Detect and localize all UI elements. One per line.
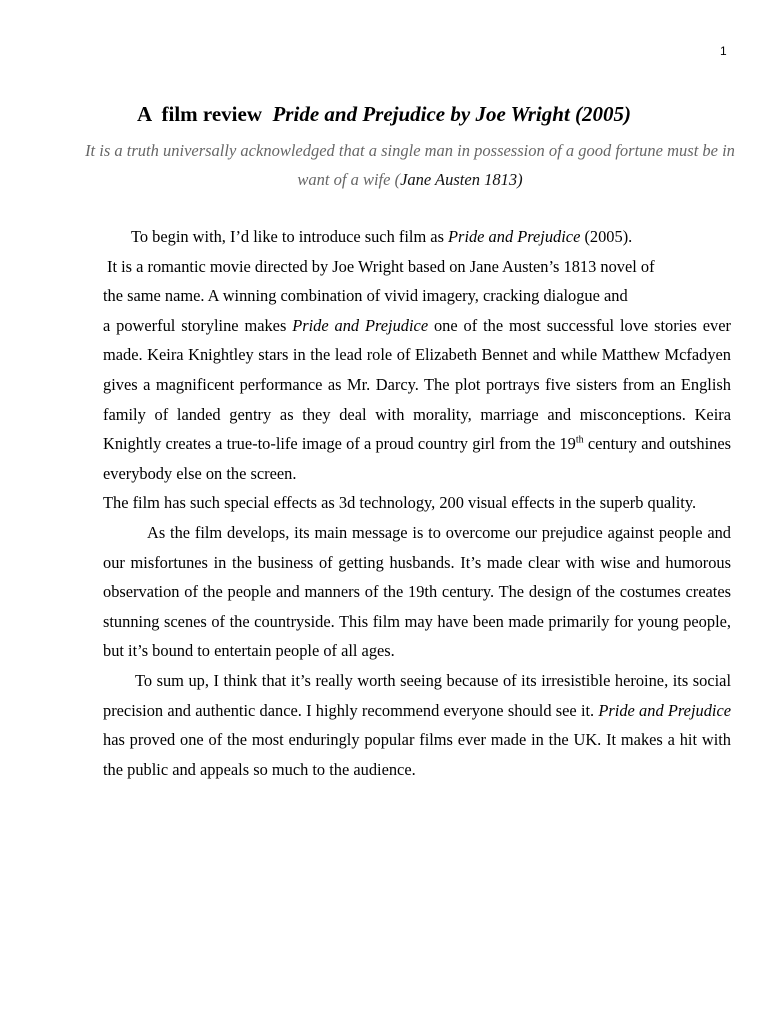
document-title <box>0 100 768 128</box>
conclusion-film-title: Pride and Prejudice <box>598 700 731 720</box>
paragraph-conclusion <box>103 666 731 784</box>
intro-text: To begin with, I’d like to introduce such film as <box>131 227 449 246</box>
paragraph-plot <box>103 311 731 489</box>
ordinal-suffix: th <box>575 434 584 446</box>
title-film: Pride and Prejudice by Joe Wright (2005) <box>272 102 632 126</box>
paragraph-intro <box>103 222 731 252</box>
paragraph-line-2: the same name. A winning combination of vivid imagery, cracking dialogue and <box>103 286 628 306</box>
page-number: 1 <box>720 44 727 58</box>
conclusion-text-b: has proved one of the most enduringly popular films ever made in the UK. It makes a hit with the public and appeals so much to the audience. <box>103 730 731 779</box>
conclusion-text-a: To sum up, I think that it’s really worth seeing because of its irresistible heroine, its social precision and authentic dance. I highly recommend everyone should see it. <box>103 670 731 720</box>
plot-text-b: one of the most successful love stories ever made. Keira Knightley stars in the lead role of Elizabeth Bennet and while Matthew Mcfadyen gives a magnificent performance as Mr. Darcy. The plot portrays five sisters from an English family of landed gentry as they deal with morality, marriage and misconceptions. Keira Knightly creates a true-to-life image of a proud country girl from the 19 <box>103 315 731 454</box>
title-prefix: A film review <box>136 102 273 126</box>
paragraph-line-1: It is a romantic movie directed by Joe Wright based on Jane Austen’s 1813 novel of <box>107 256 655 276</box>
epigraph-attribution: Jane Austen 1813) <box>400 170 523 189</box>
plot-film-title: Pride and Prejudice <box>292 315 429 335</box>
epigraph-quote: It is a truth universally acknowledged that a single man in possession of a good fortune must be in want of a wife ( <box>85 141 735 189</box>
plot-text-a: a powerful storyline makes <box>103 315 293 335</box>
plot-text-c: century and outshines everybody else on the screen. <box>103 434 731 483</box>
review-body <box>103 222 731 784</box>
paragraph-message: As the film develops, its main message is to overcome our prejudice against people and our misfortunes in the business of getting husbands. It’s made clear with wise and humorous observation of the people and manners of the 19th century. The design of the costumes creates stunning scenes of the countryside. This film may have been made primarily for young people, but it’s bound to entertain people of all ages. <box>103 522 731 661</box>
intro-year: (2005). <box>580 227 633 246</box>
epigraph <box>80 136 740 194</box>
intro-film-title: Pride and Prejudice <box>448 227 581 246</box>
paragraph-effects: The film has such special effects as 3d technology, 200 visual effects in the superb quality. <box>103 493 697 513</box>
